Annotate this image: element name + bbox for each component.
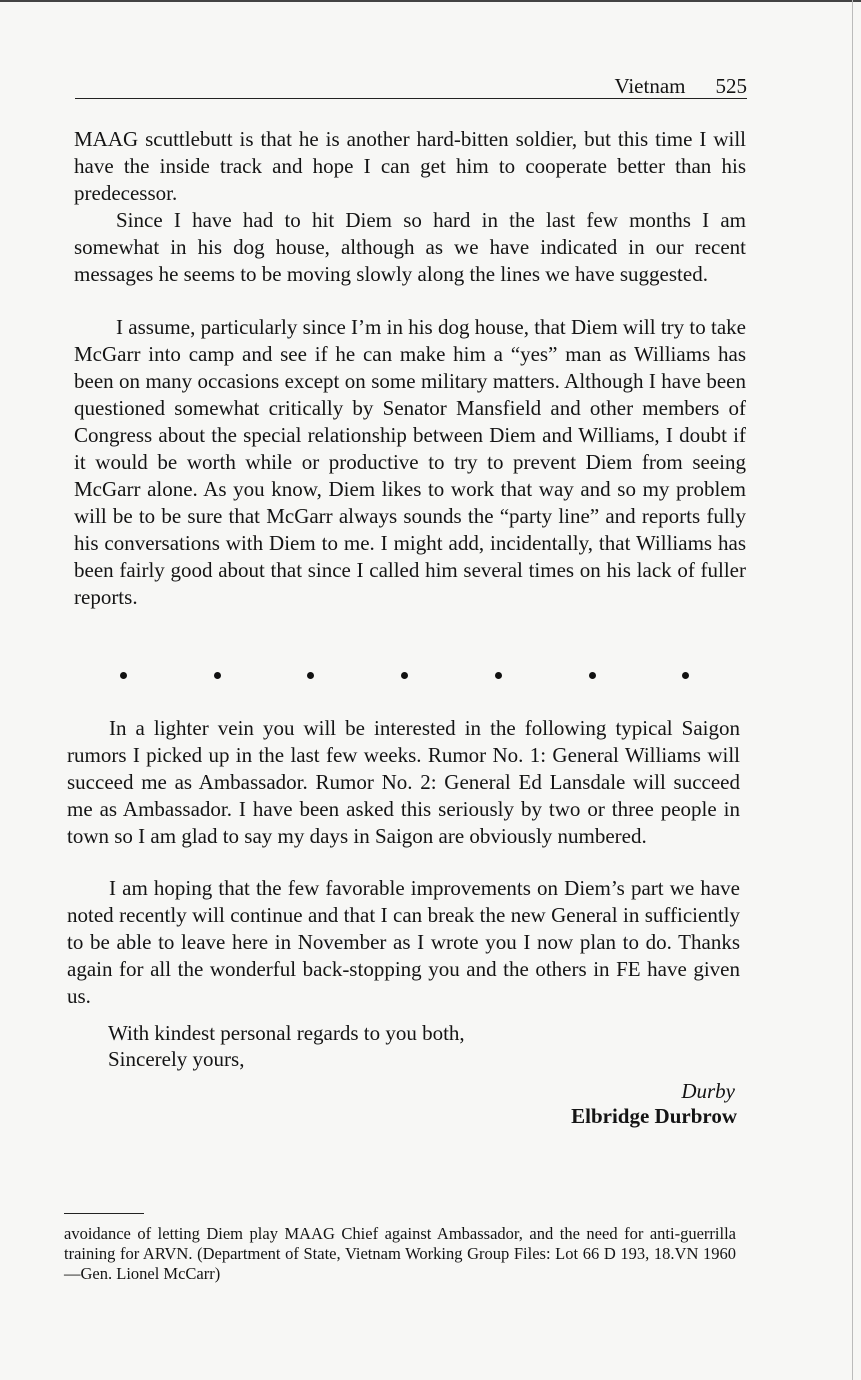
footnote-rule [64,1213,144,1214]
body-paragraph-3: I assume, particularly since I’m in his dog house, that Diem will try to take McGarr into camp and see if he can make him a “yes” man as Williams has been on many occasions except on some military matters. Although I have been questioned somewhat critically by Senator Mansfield and other members of Congress about the special relationship between Diem and Williams, I doubt if it would be worth while or productive to try to prevent Diem from seeing McGarr alone. As you know, Diem likes to work that way and so my problem will be to be sure that McGarr always sounds the “party line” and reports fully his conversations with Diem to me. I might add, incidentally, that Williams has been fairly good about that since I called him several times on his lack of fuller reports. [74,315,746,609]
body-paragraph-5: I am hoping that the few favorable improvements on Diem’s part we have noted recently will continue and that I can break the new General in sufficiently to be able to leave here in November as I wrote you I now plan to do. Thanks again for all the wonderful back-stopping you and the others in FE have given us. [67,876,740,1008]
page-top-edge [0,0,861,2]
running-header [75,74,747,99]
ellipsis-dot [214,672,221,679]
page-right-edge [852,0,853,1380]
body-paragraph-4: In a lighter vein you will be interested in the following typical Saigon rumors I picked up in the last few weeks. Rumor No. 1: General Williams will succeed me as Ambassador. Rumor No. 2: General Ed Lansdale will succeed me as Ambassador. I have been asked this seriously by two or three people in town so I am glad to say my days in Saigon are obviously numbered. [67,716,740,848]
body-paragraph-1: MAAG scuttlebutt is that he is another hard-bitten soldier, but this time I will have the inside track and hope I can get him to cooperate better than his predecessor. [74,127,746,205]
signer-name: Elbridge Durbrow [571,1104,737,1128]
closing-sign-off: Sincerely yours, [108,1047,245,1071]
running-title: Vietnam [614,74,686,98]
letter-closing [108,1020,465,1072]
footnote-text: avoidance of letting Diem play MAAG Chief against Ambassador, and the need for anti-guerrilla training for ARVN. (Department of State, Vietnam Working Group Files: Lot 66 D 193, 18.VN 1960—Gen. Lionel McCarr) [64,1224,736,1283]
ellipsis-dot [682,672,689,679]
ellipsis-dot [495,672,502,679]
body-paragraph-2: Since I have had to hit Diem so hard in the last few months I am somewhat in his dog house, although as we have indicated in our recent messages he seems to be moving slowly along the lines we have suggested. [74,208,746,286]
closing-regards: With kindest personal regards to you both, [108,1021,465,1045]
ellipsis-dot [589,672,596,679]
ellipsis-dot [307,672,314,679]
handwritten-signature: Durby [681,1079,735,1103]
ellipsis-dot [120,672,127,679]
page-number: 525 [715,74,747,98]
ellipsis-dot [401,672,408,679]
